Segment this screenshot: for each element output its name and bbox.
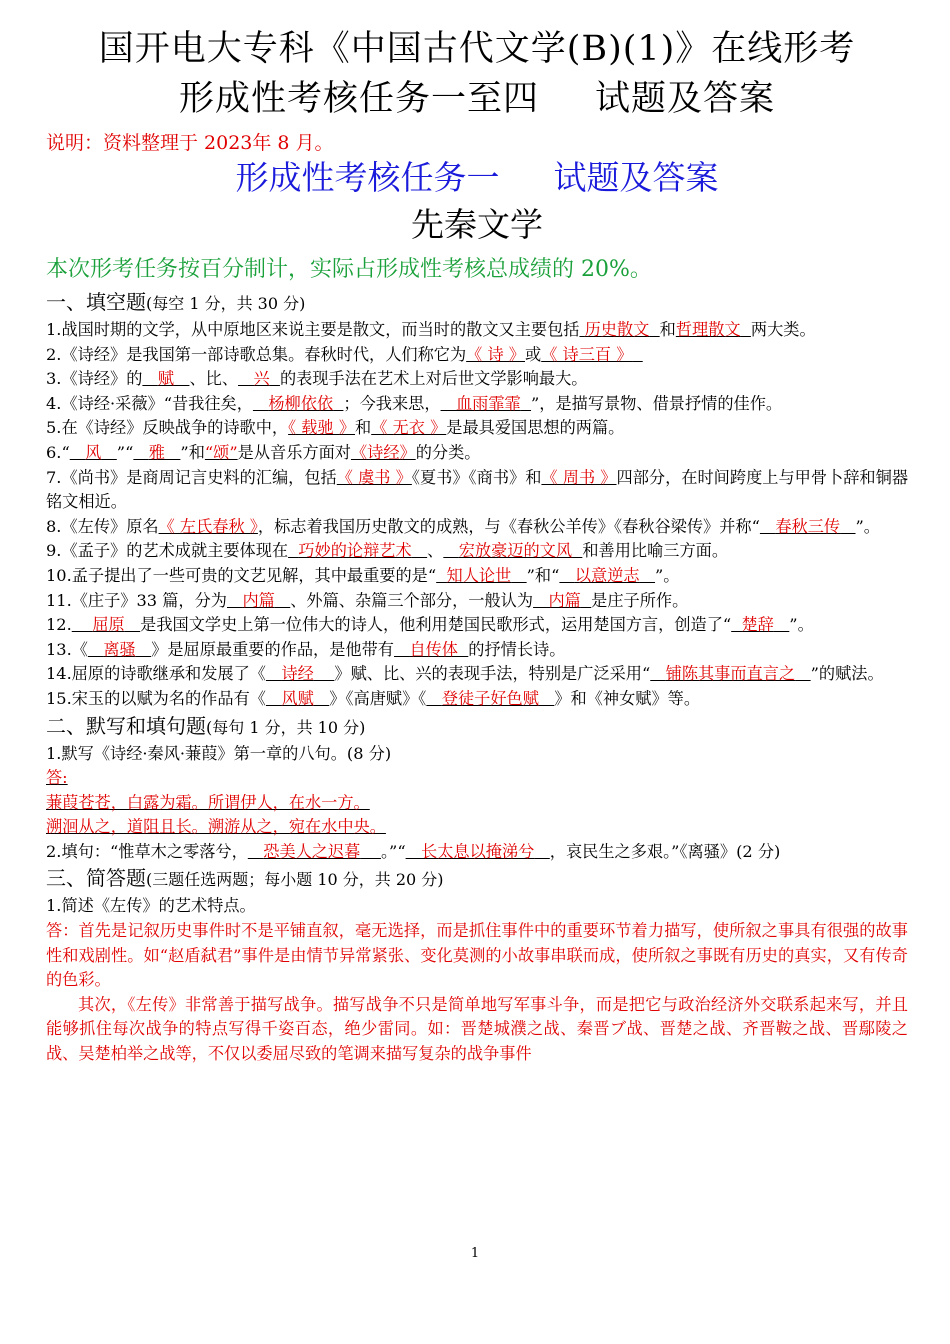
- answer-text: 自传体: [409, 639, 458, 659]
- q-text: 是最具爱国思想的两篇。: [446, 418, 625, 438]
- q-text: 11.《庄子》33 篇，分为: [46, 590, 227, 610]
- question-1-11: [46, 589, 908, 614]
- question-1-7: [46, 466, 908, 515]
- answer-text: 杨柳依依: [268, 393, 334, 413]
- answer-text: 雅: [148, 442, 165, 462]
- answer-blank: [650, 664, 810, 683]
- q-text: ”。: [655, 565, 680, 585]
- q-text: 的表现手法在艺术上对后世文学影响最大。: [279, 369, 588, 389]
- q-text: 13.《: [46, 639, 88, 659]
- answer-text: “颂”: [204, 442, 238, 462]
- answer-blank: [266, 689, 329, 708]
- answer-line-2: [46, 815, 908, 840]
- answer-blank: [426, 689, 554, 708]
- question-1-9: [46, 539, 908, 564]
- question-1-5: [46, 416, 908, 441]
- answer-blank: [227, 591, 290, 610]
- answer-text: 楚辞: [741, 615, 774, 635]
- document-page: [46, 24, 908, 1067]
- answer-blank: [337, 468, 412, 487]
- answer-text: 登徒子好色赋: [441, 688, 539, 708]
- q-text: 的分类。: [415, 442, 481, 462]
- title-line-2: [46, 74, 908, 124]
- q-text: 、: [427, 541, 444, 561]
- weight-note: 本次形考任务按百分制计，实际占形成性考核总成绩的 20%。: [46, 257, 652, 282]
- answer-text: 铺陈其事而直言之: [665, 664, 796, 684]
- answer-text: 《 载驰 》: [288, 418, 356, 438]
- question-1-12: [46, 613, 908, 638]
- question-2-1: 1.默写《诗经·秦风·蒹葭》第一章的八句。(8 分): [46, 743, 392, 763]
- question-1-14: [46, 662, 908, 687]
- answer-paragraph-2: 其次，《左传》非常善于描写战争。描写战争不只是简单地写军事斗争，而是把它与政治经济外交联系起来写，并且能够抓住每次战争的特点写得千姿百态，绝少雷同。如：晋楚城濮之战、秦晋ブ战、晋楚之战、齐晋鞍之战、晋鄢陵之战、吴楚柏举之战等，不仅以委屈尽致的笔调来描写复杂的战争事件: [46, 994, 908, 1064]
- answer-blank: [351, 443, 416, 462]
- answer-line-1: [46, 791, 908, 816]
- q-text: 是庄子所作。: [591, 590, 689, 610]
- note-text: 说明：资料整理于 2023年 8 月。: [46, 132, 334, 154]
- answer-text: 《 周书 》: [541, 467, 617, 487]
- q-text: 2.填句：“惟草木之零落兮，: [46, 841, 248, 861]
- q-text: 9.《孟子》的艺术成就主要体现在: [46, 541, 289, 561]
- answer-blank: [441, 394, 531, 413]
- q-text: ，标志着我国历史散文的成熟，与《春秋公羊传》《春秋谷梁传》并称“: [257, 516, 760, 536]
- answer-blank: [288, 541, 427, 560]
- answer-line-1-text: 蒹葭苍苍，白露为霜。所谓伊人，在水一方。: [46, 792, 370, 812]
- answer-blank: [70, 443, 117, 462]
- section-3-score: (三题任选两题；每小题 10 分，共 20 分): [146, 870, 444, 890]
- answer-text: 春秋三传: [775, 516, 841, 536]
- answer-text: 诗经: [281, 664, 314, 684]
- question-1-6: [46, 441, 908, 466]
- answer-text: 《 诗 》: [466, 344, 525, 364]
- section-1-score: (每空 1 分，共 30 分): [146, 294, 306, 313]
- section-2-heading: [46, 712, 908, 742]
- q-text: 1.战国时期的文学，从中原地区来说主要是散文，而当时的散文又主要包括: [46, 320, 580, 339]
- document-title: [46, 24, 908, 124]
- section-1-heading: [46, 288, 908, 318]
- answer-text: 《 左氏春秋 》: [158, 516, 258, 536]
- answer-blank: [266, 664, 334, 683]
- q-text: 是我国文学史上第一位伟大的诗人，他利用楚国民歌形式，运用楚国方言，创造了“: [140, 615, 732, 635]
- title-line-2-b: 试题及答案: [595, 79, 776, 119]
- section-3-heading: [46, 864, 908, 894]
- answer-blank: [394, 640, 468, 659]
- title-line-2-a: 形成性考核任务一至四: [178, 79, 539, 119]
- answer-text: 《 无衣 》: [371, 418, 447, 438]
- q-text: 。”“: [380, 841, 406, 861]
- answer-text: 离骚: [103, 639, 136, 659]
- answer-paragraph-1: 答：首先是记叙历史事件时不是平铺直叙，毫无选择，而是抓住事件中的重要环节着力描写，使所叙之事具有很强的故事性和戏剧性。如“赵盾弑君”事件是由情节异常紧张、变化莫测的小故事串联而成，使所叙之事既有历史的真实，又有传奇的色彩。: [46, 921, 908, 990]
- answer-blank: [72, 615, 140, 634]
- q-text: 、比、: [189, 369, 239, 389]
- answer-text: 以意逆志: [574, 565, 640, 585]
- q-text: ”“: [116, 442, 134, 462]
- answer-blank: [443, 541, 582, 560]
- q-text: 14.屈原的诗歌继承和发展了《: [46, 664, 266, 684]
- q-text: 》赋、比、兴的表现手法，特别是广泛采用“: [334, 664, 651, 684]
- q-text: 四部分，在时间跨度上与甲骨卜辞和铜器铭文相近。: [46, 467, 909, 512]
- q-text: ”，是描写景物、借景抒情的佳作。: [531, 393, 783, 413]
- answer-text: 《 虞书 》: [336, 467, 412, 487]
- answer-label: [46, 766, 908, 791]
- q-text: 》《高唐赋》《: [329, 688, 427, 708]
- answer-blank: [248, 842, 381, 861]
- answer-blank: [238, 369, 280, 388]
- task-title: [46, 156, 908, 200]
- question-3-1: 1.简述《左传》的艺术特点。: [46, 896, 256, 916]
- q-text: ”的赋法。: [810, 664, 884, 684]
- question-1-4: [46, 392, 908, 417]
- q-text: 》和《神女赋》等。: [554, 688, 701, 708]
- q-text: ；今我来思，: [343, 393, 441, 413]
- q-text: 5.在《诗经》反映战争的诗歌中，: [46, 418, 289, 438]
- answer-text: 内篇: [242, 590, 275, 610]
- answer-text: 知人论世: [446, 565, 512, 585]
- answer-text: 赋: [157, 369, 175, 389]
- answer-blank: [541, 345, 643, 364]
- question-1-2: [46, 343, 908, 368]
- q-text: 和: [355, 418, 372, 438]
- answer-text: 《诗经》: [350, 442, 416, 462]
- answer-text: 恐美人之迟暮: [263, 841, 361, 861]
- question-1-15: [46, 687, 908, 712]
- answer-text: 内篇: [548, 590, 581, 610]
- answer-text: 风赋: [281, 688, 314, 708]
- answer-line-2-text: 溯洄从之，道阻且长。溯游从之，宛在水中央。: [46, 817, 386, 837]
- answer-text: 兴: [253, 369, 270, 389]
- answer-text: 风: [85, 442, 102, 462]
- answer-blank: [559, 566, 655, 585]
- answer-blank: [142, 369, 189, 388]
- question-1-13: [46, 638, 908, 663]
- q-text: 两大类。: [750, 320, 816, 339]
- answer-blank: [159, 517, 258, 536]
- answer-blank: [731, 615, 789, 634]
- page-number: 1: [470, 1246, 480, 1261]
- answer-blank: [436, 566, 526, 585]
- answer-blank: [406, 842, 550, 861]
- question-1-10: [46, 564, 908, 589]
- answer-blank: [466, 345, 525, 364]
- question-1-8: [46, 515, 908, 540]
- section-3-title: 三、简答题: [46, 866, 146, 891]
- answer-blank: [371, 418, 446, 437]
- answer-blank: [253, 394, 343, 413]
- q-text: 7.《尚书》是商周记言史料的汇编，包括: [46, 467, 337, 487]
- section-2-score: (每句 1 分，共 10 分): [206, 717, 366, 737]
- answer-blank: [676, 320, 751, 339]
- q-text: ”。: [855, 516, 880, 536]
- answer-blank: [88, 640, 151, 659]
- answer-text: 宏放豪迈的文风: [458, 541, 573, 561]
- answer-text: 历史散文: [584, 320, 650, 339]
- answer-blank: [133, 443, 180, 462]
- q-text: ”。: [789, 615, 814, 635]
- question-1-3: [46, 367, 908, 392]
- q-text: 》是屈原最重要的作品，是他带有: [151, 639, 394, 659]
- q-text: ，哀民生之多艰。”《离骚》(2 分): [549, 841, 781, 861]
- q-text: 15.宋玉的以赋为名的作品有《: [46, 688, 266, 708]
- q-text: 或: [525, 344, 542, 364]
- answer-blank: [288, 418, 355, 437]
- answer-text: 《 诗三百 》: [541, 344, 633, 364]
- title-line-1: 国开电大专科《中国古代文学(B)(1)》在线形考: [98, 29, 856, 69]
- q-text: 的抒情长诗。: [468, 639, 566, 659]
- task-title-a: 形成性考核任务一: [235, 158, 500, 197]
- q-text: ”和: [180, 442, 205, 462]
- task-title-b: 试题及答案: [553, 158, 719, 197]
- q-text: 12.: [46, 615, 72, 635]
- q-text: 、外篇、杂篇三个部分，一般认为: [290, 590, 534, 610]
- q-text: 2.《诗经》是我国第一部诗歌总集。春秋时代，人们称它为: [46, 344, 467, 364]
- answer-blank: [760, 517, 856, 536]
- section-1-title: 一、填空题: [46, 290, 146, 314]
- answer-text: 巧妙的论辩艺术: [298, 541, 412, 561]
- q-text: ”和“: [526, 565, 560, 585]
- answer-blank: [533, 591, 591, 610]
- q-text: 10.孟子提出了一些可贵的文艺见解，其中最重要的是“: [46, 565, 437, 585]
- answer-blank: [579, 320, 659, 339]
- answer-text: 屈原: [92, 615, 125, 635]
- q-text: 4.《诗经·采薇》“昔我往矣，: [46, 393, 253, 413]
- q-text: 和善用比喻三方面。: [582, 541, 729, 561]
- q-text: 3.《诗经》的: [46, 369, 143, 389]
- q-text: 6.“: [46, 442, 70, 462]
- answer-blank: [205, 443, 238, 462]
- answer-blank: [541, 468, 616, 487]
- answer-text: 长太息以掩涕兮: [421, 841, 535, 861]
- q-text: 和: [659, 320, 676, 339]
- task-subtitle: 先秦文学: [411, 205, 543, 244]
- q-text: 是从音乐方面对: [237, 442, 351, 462]
- answer-text: 血雨霏霏: [455, 393, 521, 413]
- section-2-title: 二、默写和填句题: [46, 713, 206, 738]
- answer-label-text: 答:: [46, 768, 68, 788]
- question-1-1: [46, 318, 908, 343]
- q-text: 《夏书》《商书》和: [411, 467, 542, 487]
- answer-text: 哲理散文: [675, 320, 741, 339]
- q-text: 8.《左传》原名: [46, 516, 159, 536]
- question-2-2: [46, 840, 908, 865]
